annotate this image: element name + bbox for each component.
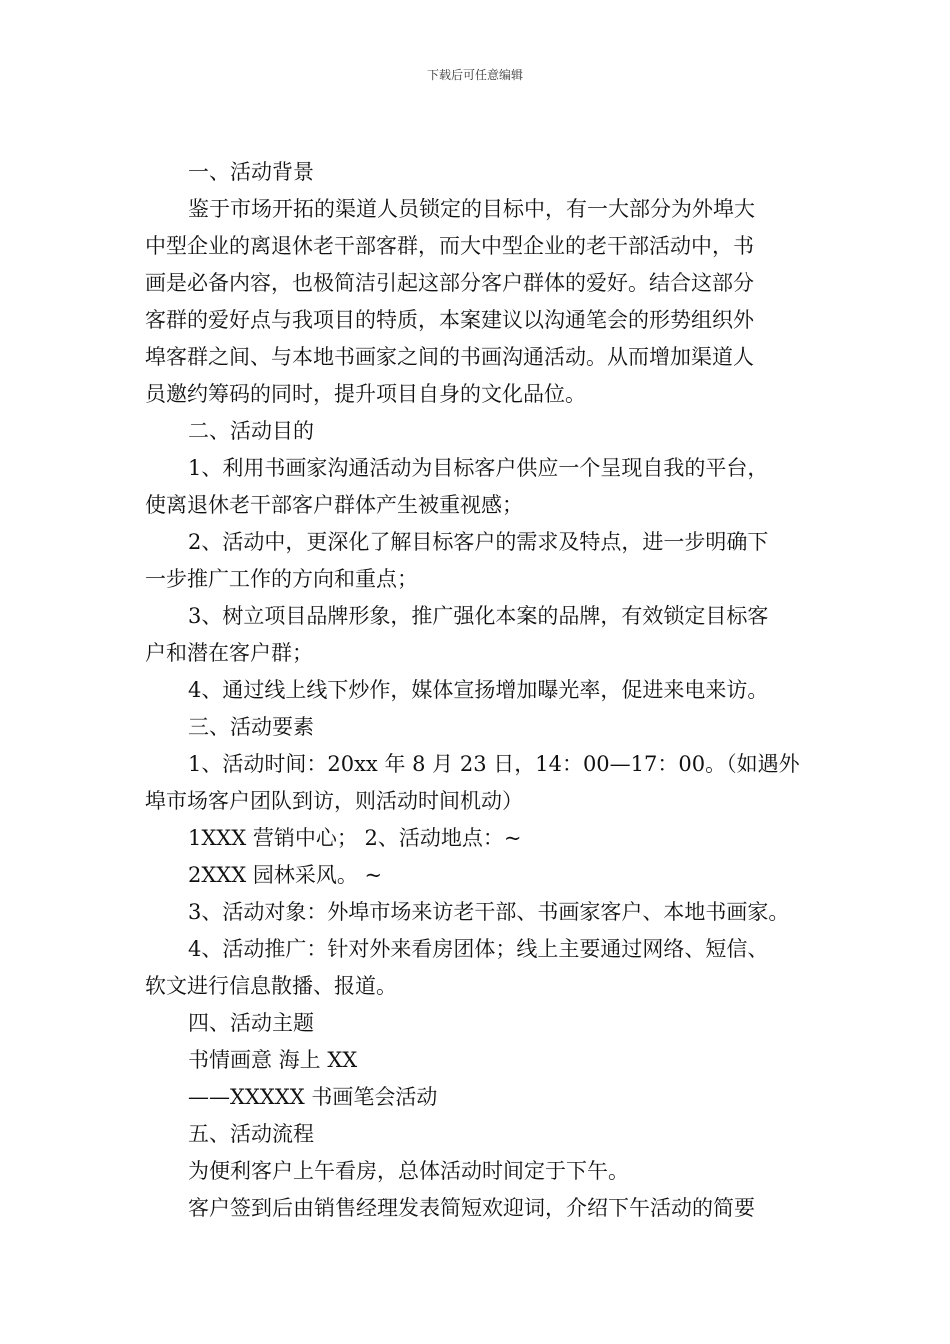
- text-line: 二、活动目的: [188, 419, 314, 443]
- text-line: 客户签到后由销售经理发表简短欢迎词，介绍下午活动的简要: [188, 1196, 755, 1220]
- text-line: 1、活动时间：20xx 年 8 月 23 日，14：00—17：00。（如遇外: [188, 752, 800, 776]
- text-line: 客群的爱好点与我项目的特质，本案建议以沟通笔会的形势组织外: [145, 308, 754, 332]
- paragraph: [145, 450, 813, 524]
- paragraph: [145, 894, 813, 931]
- paragraph: [145, 820, 813, 857]
- paragraph: [145, 1042, 813, 1079]
- paragraph: [145, 746, 813, 820]
- paragraph: [145, 1005, 813, 1042]
- paragraph: [145, 1153, 813, 1190]
- text-line: 鉴于市场开拓的渠道人员锁定的目标中，有一大部分为外埠大: [188, 197, 755, 221]
- paragraph: [145, 672, 813, 709]
- text-line: 1、利用书画家沟通活动为目标客户供应一个呈现自我的平台，: [188, 456, 769, 480]
- text-line: 户和潜在客户群；: [145, 641, 313, 665]
- text-line: 五、活动流程: [188, 1122, 314, 1146]
- text-line: 中型企业的离退休老干部客群，而大中型企业的老干部活动中，书: [145, 234, 754, 258]
- text-line: 2、活动中，更深化了解目标客户的需求及特点，进一步明确下: [188, 530, 769, 554]
- text-line: 员邀约筹码的同时，提升项目自身的文化品位。: [145, 382, 586, 406]
- text-line: 4、通过线上线下炒作，媒体宣扬增加曝光率，促进来电来访。: [188, 678, 769, 702]
- paragraph: [145, 191, 813, 413]
- text-line: 4、活动推广：针对外来看房团体；线上主要通过网络、短信、: [188, 937, 769, 961]
- paragraph: [145, 1116, 813, 1153]
- paragraph: [145, 1190, 813, 1227]
- text-line: 为便利客户上午看房，总体活动时间定于下午。: [188, 1159, 629, 1183]
- text-line: 软文进行信息散播、报道。: [145, 974, 397, 998]
- text-line: 四、活动主题: [188, 1011, 314, 1035]
- paragraph: [145, 931, 813, 1005]
- paragraph: [145, 709, 813, 746]
- paragraph: [145, 413, 813, 450]
- text-line: 使离退休老干部客户群体产生被重视感；: [145, 493, 523, 517]
- paragraph: [145, 154, 813, 191]
- paragraph: [145, 598, 813, 672]
- paragraph: [145, 857, 813, 894]
- text-line: 3、树立项目品牌形象，推广强化本案的品牌，有效锁定目标客: [188, 604, 769, 628]
- text-line: 一步推广工作的方向和重点；: [145, 567, 418, 591]
- text-line: 三、活动要素: [188, 715, 314, 739]
- text-line: 2XXX 园林采风。 ~: [188, 863, 383, 887]
- document-body: [145, 154, 813, 1227]
- page-header: 下载后可任意编辑: [426, 68, 523, 82]
- paragraph: [145, 1079, 813, 1116]
- text-line: 埠客群之间、与本地书画家之间的书画沟通活动。从而增加渠道人: [145, 345, 754, 369]
- text-line: 3、活动对象：外埠市场来访老干部、书画家客户、本地书画家。: [188, 900, 790, 924]
- text-line: 1XXX 营销中心； 2、活动地点：~: [188, 826, 522, 850]
- text-line: 书情画意 海上 XX: [188, 1048, 358, 1072]
- text-line: 埠市场客户团队到访，则活动时间机动）: [145, 789, 523, 813]
- text-line: 一、活动背景: [188, 160, 314, 184]
- text-line: 画是必备内容，也极简洁引起这部分客户群体的爱好。结合这部分: [145, 271, 754, 295]
- text-line: ——XXXXX 书画笔会活动: [188, 1085, 438, 1109]
- paragraph: [145, 524, 813, 598]
